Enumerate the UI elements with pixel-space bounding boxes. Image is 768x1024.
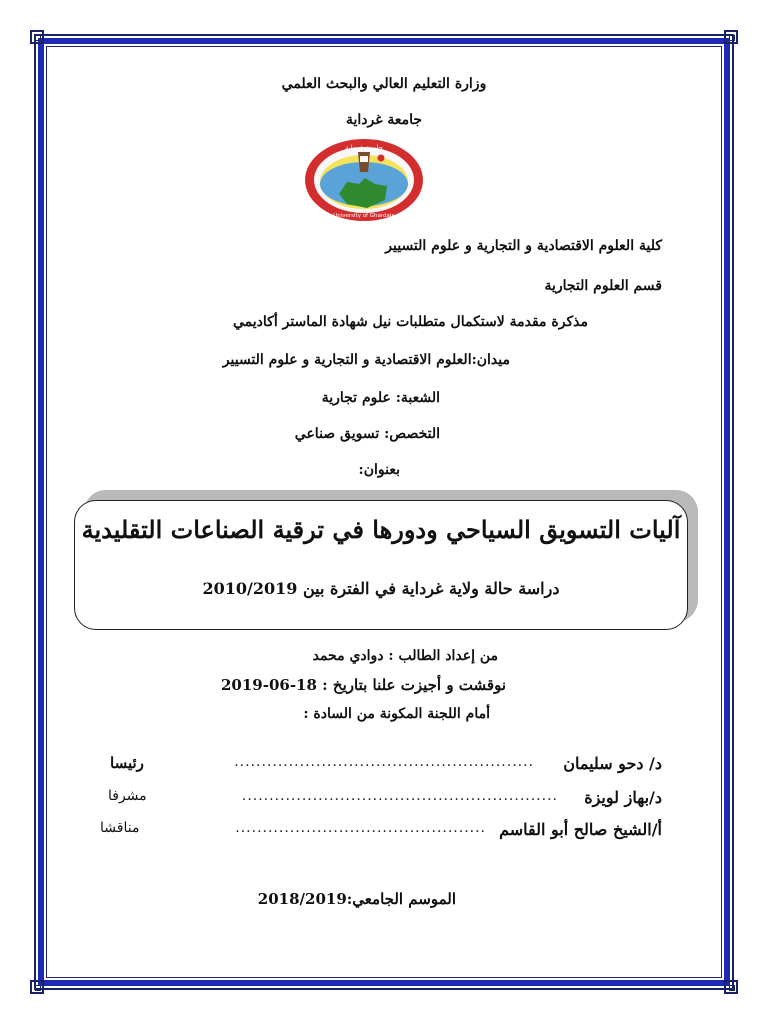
jury-role: مناقشا <box>100 820 140 836</box>
dotted-leader: .......................................................... <box>241 788 558 804</box>
jury-role: مشرفا <box>108 788 147 804</box>
university-name: جامعة غرداية <box>345 112 423 128</box>
title-box <box>74 500 688 630</box>
prepared-by: من إعداد الطالب : دوادي محمد <box>312 648 498 664</box>
field-line: ميدان:العلوم الاقتصادية و التجارية و علوم التسيير <box>222 352 510 368</box>
thesis-subtitle: دراسة حالة ولاية غرداية في الفترة بين 2010/2019 <box>202 579 560 598</box>
defense-date: نوقشت و أجيزت علنا بتاريخ : 18-06-2019 <box>220 676 506 694</box>
dotted-leader: .............................................. <box>235 820 486 836</box>
branch-line: الشعبة: علوم تجارية <box>321 390 440 406</box>
corner-ornament <box>724 980 738 994</box>
university-logo <box>303 138 425 222</box>
ministry-heading: وزارة التعليم العالي والبحث العلمي <box>281 76 487 92</box>
corner-ornament <box>30 980 44 994</box>
logo-arc-text: جامعة غرداية <box>345 144 383 152</box>
committee-intro: أمام اللجنة المكونة من السادة : <box>303 706 490 722</box>
jury-row <box>100 820 662 844</box>
dotted-leader: ....................................................... <box>234 754 534 770</box>
thesis-purpose: مذكرة مقدمة لاستكمال متطلبات نيل شهادة الماستر أكاديمي <box>233 314 588 330</box>
jury-name: د/بهاز لويزة <box>584 788 662 807</box>
specialty-line: التخصص: تسويق صناعي <box>294 426 440 442</box>
department-name: قسم العلوم التجارية <box>544 278 662 294</box>
title-label: بعنوان: <box>358 462 400 478</box>
jury-row <box>106 788 662 812</box>
logo-bottom-text: University of Ghardaia <box>333 213 395 219</box>
thesis-title: آليات التسويق السياحي ودورها في ترقية الصناعات التقليدية <box>81 515 681 544</box>
jury-name: أ/الشيخ صالح أبو القاسم <box>499 820 662 839</box>
jury-name: د/ دحو سليمان <box>563 754 662 773</box>
corner-ornament <box>724 30 738 44</box>
corner-ornament <box>30 30 44 44</box>
jury-row <box>106 754 662 778</box>
faculty-name: كلية العلوم الاقتصادية و التجارية و علوم التسيير <box>385 238 662 254</box>
academic-year: الموسم الجامعي:2018/2019 <box>257 890 456 908</box>
jury-role: رئيسا <box>110 754 144 772</box>
